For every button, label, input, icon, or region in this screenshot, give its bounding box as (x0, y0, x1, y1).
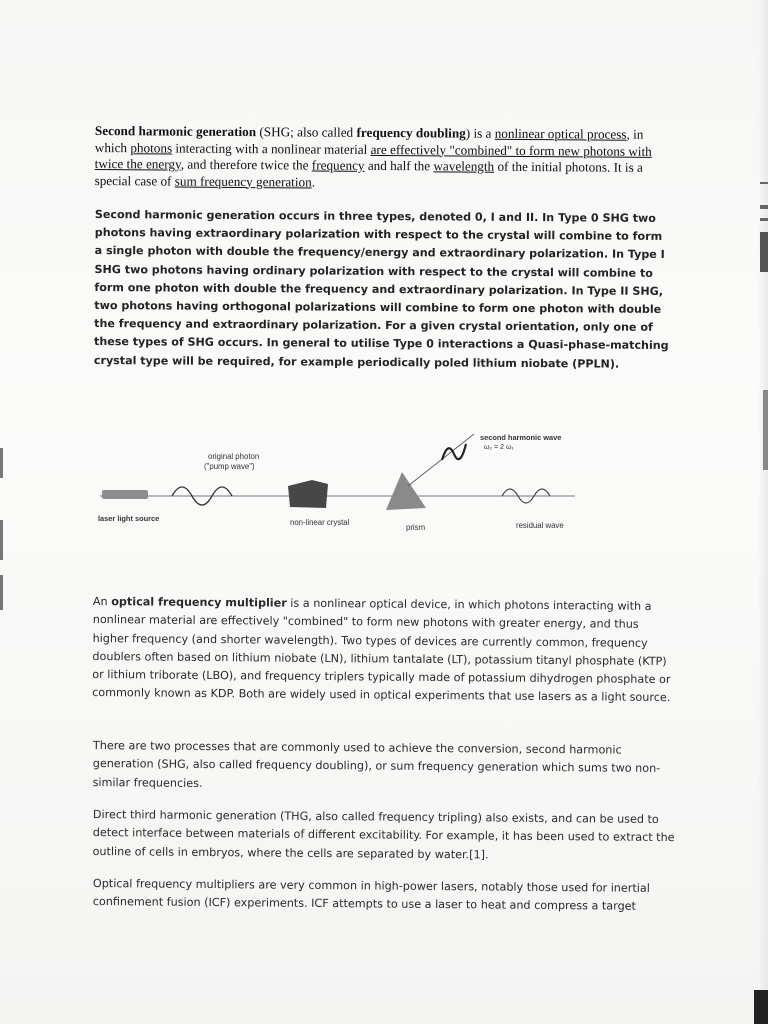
label-formula: ω₂ = 2 ω₁ (484, 444, 514, 451)
intro-link-sum-frequency[interactable]: sum frequency generation (174, 173, 312, 190)
label-original-photon: original photon (208, 452, 260, 461)
intro-text: ) is a (465, 125, 495, 141)
label-laser-source: laser light source (98, 514, 160, 523)
shg-diagram (90, 420, 600, 540)
scan-edge (758, 0, 768, 1024)
second-harmonic-beam (408, 434, 474, 486)
intro-paragraph (95, 123, 670, 193)
scan-mark (760, 182, 768, 184)
intro-text: and half the (364, 157, 434, 174)
multiplier-text: is a nonlinear optical device, in which photons interacting with a nonlinear material are effectively "combined" to form new photons with greater energy, and thus higher frequency (and shorter wavelength). Two types of devices are currently common, frequency doublers often based on lithium niobate (LN), lithium tantalate (LT), potassium titanyl phosphate (KTP) or lithium triborate (LBO), and frequency triplers typically made of potassium dihydrogen phosphate or commonly known as KDP. Both are widely used in optical experiments that use lasers as a light source. (92, 596, 671, 705)
multiplier-term: optical frequency multiplier (111, 595, 287, 610)
laser-source-shape (102, 490, 148, 499)
intro-underlined-phrase: are effectively "combined" to form new photons with twice the energy (94, 141, 652, 172)
multiplier-text: An (92, 594, 112, 609)
prism-shape (386, 472, 426, 510)
intro-text: (SHG; also called (256, 124, 357, 140)
types-paragraph: Second harmonic generation occurs in three types, denoted 0, I and II. In Type 0 SHG two photons having extraordinary polarization with respect to the crystal will combine to form a single photon with double the frequency/energy and extraordinary polarization. In Type I SHG two photons having ordinary polarization with respect to the crystal will combine to form one photon with double the frequency and extraordinary polarization. In Type II SHG, two photons having orthogonal polarizations will combine to form one photon with double the frequency and extraordinary polarization. For a given crystal orientation, only one of these types of SHG occurs. In general to utilise Type 0 interactions a Quasi-phase-matching crystal type will be required, for example periodically poled lithium niobate (PPLN). (93, 207, 669, 371)
intro-term-doubling: frequency doubling (356, 124, 466, 141)
label-prism: prism (406, 523, 426, 532)
processes-paragraph: There are two processes that are commonly used to achieve the conversion, second harmonic generation (SHG, also called frequency doubling), or sum frequency generation which sums two non-similar frequencies. (92, 738, 661, 790)
intro-link-photons[interactable]: photons (130, 139, 173, 156)
second-harmonic-wave (442, 444, 466, 460)
intro-term: Second harmonic generation (94, 123, 257, 140)
icf-paragraph: Optical frequency multipliers are very common in high-power lasers, notably those used for inertial confinement fusion (ICF) experiments. ICF attempts to use a laser to heat and compress a target (92, 876, 650, 914)
label-second-harmonic: second harmonic wave (480, 433, 562, 442)
scan-mark (760, 205, 768, 209)
intro-link-nonlinear-optics[interactable]: nonlinear optical process (494, 125, 627, 142)
scan-mark (0, 520, 3, 560)
intro-text: , and therefore twice the (180, 156, 312, 173)
multiplier-paragraph (92, 593, 678, 708)
thg-paragraph: Direct third harmonic generation (THG, also called frequency tripling) also exists, and can be used to detect interface between materials of different excitability. For example, it has been used to extract the outline of cells in embryos, where the cells are separated by water.[1]. (92, 807, 675, 862)
label-crystal: non-linear crystal (290, 518, 350, 527)
scan-mark (0, 448, 3, 478)
scan-mark (763, 390, 768, 470)
intro-text: of the initial photons. It is a special case of (94, 158, 643, 189)
crystal-shape (288, 480, 328, 508)
intro-text: interacting with a nonlinear material (172, 140, 371, 157)
scan-mark (760, 232, 768, 272)
intro-link-wavelength[interactable]: wavelength (433, 158, 495, 174)
scan-mark (0, 575, 3, 610)
scan-mark (754, 990, 768, 1024)
intro-link-frequency[interactable]: frequency (311, 157, 365, 173)
label-pump-wave: ("pump wave") (204, 462, 255, 471)
intro-text: , in which (94, 126, 644, 155)
intro-text: . (311, 174, 316, 190)
scan-mark (760, 218, 768, 221)
label-residual-wave: residual wave (516, 521, 564, 530)
